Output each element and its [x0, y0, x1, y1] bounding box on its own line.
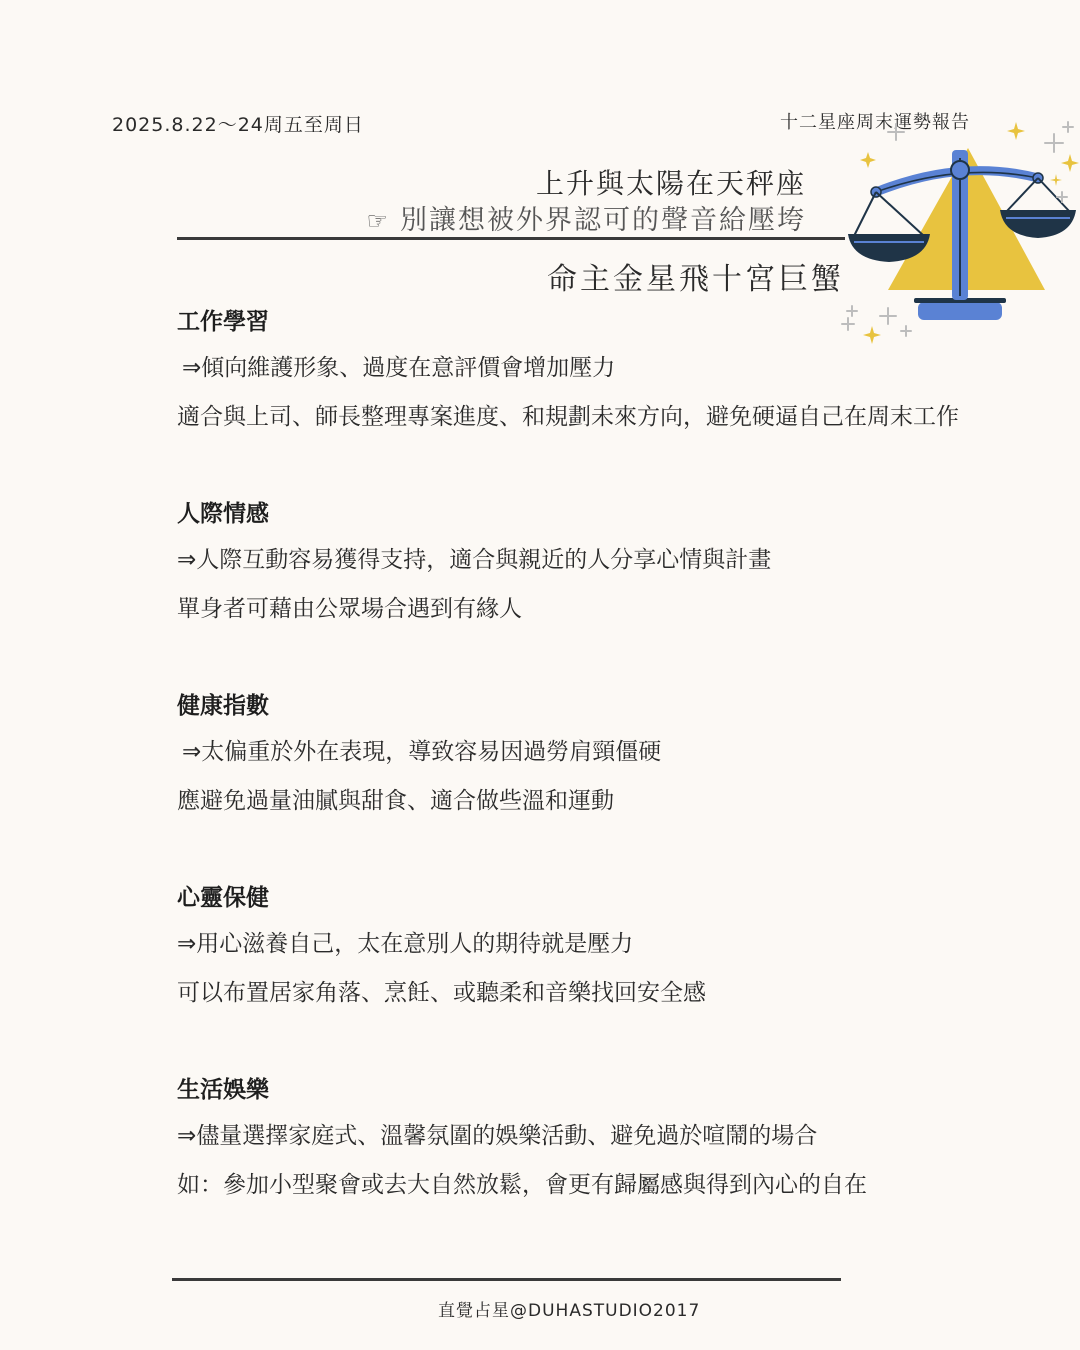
section-summary: ⇒儘量選擇家庭式、溫馨氛圍的娛樂活動、避免過於喧鬧的場合 [177, 1123, 818, 1149]
date-range: 2025.8.22～24周五至周日 [112, 114, 364, 136]
report-title: 十二星座周末運勢報告 [780, 112, 970, 133]
forecast-content [177, 300, 1072, 1260]
section-detail: 單身者可藉由公眾場合遇到有緣人 [177, 596, 522, 622]
section-summary: ⇒傾向維護形象、過度在意評價會增加壓力 [182, 355, 616, 381]
section-mind-care [177, 876, 1072, 1018]
top-divider [177, 237, 845, 240]
section-summary: ⇒太偏重於外在表現，導致容易因過勞肩頸僵硬 [182, 739, 662, 765]
section-summary: ⇒用心滋養自己，太在意別人的期待就是壓力 [177, 931, 634, 957]
section-title: 生活娛樂 [177, 1077, 269, 1103]
headline: 上升與太陽在天秤座 [535, 167, 806, 200]
section-title: 人際情感 [177, 501, 269, 527]
section-detail: 可以布置居家角落、烹飪、或聽柔和音樂找回安全感 [177, 980, 706, 1006]
ruler-line: 命主金星飛十宮巨蟹 [547, 262, 844, 297]
section-detail: 適合與上司、師長整理專案進度、和規劃未來方向，避免硬逼自己在周末工作 [177, 404, 959, 430]
section-leisure [177, 1068, 1072, 1210]
section-detail: 如：參加小型聚會或去大自然放鬆，會更有歸屬感與得到內心的自在 [177, 1172, 867, 1198]
section-relationships [177, 492, 1072, 634]
footer-credit: 直覺占星@DUHASTUDIO2017 [438, 1301, 701, 1321]
section-title: 心靈保健 [177, 885, 269, 911]
subheadline-text: 別讓想被外界認可的聲音給壓垮 [400, 205, 806, 236]
section-summary: ⇒人際互動容易獲得支持，適合與親近的人分享心情與計畫 [177, 547, 772, 573]
subheadline [366, 198, 806, 237]
section-title: 工作學習 [177, 309, 269, 335]
section-detail: 應避免過量油膩與甜食、適合做些溫和運動 [177, 788, 614, 814]
pointing-hand-icon: ☞ [366, 207, 390, 235]
section-title: 健康指數 [177, 693, 269, 719]
section-health [177, 684, 1072, 826]
bottom-divider [172, 1278, 841, 1281]
section-work-study [177, 300, 1072, 442]
